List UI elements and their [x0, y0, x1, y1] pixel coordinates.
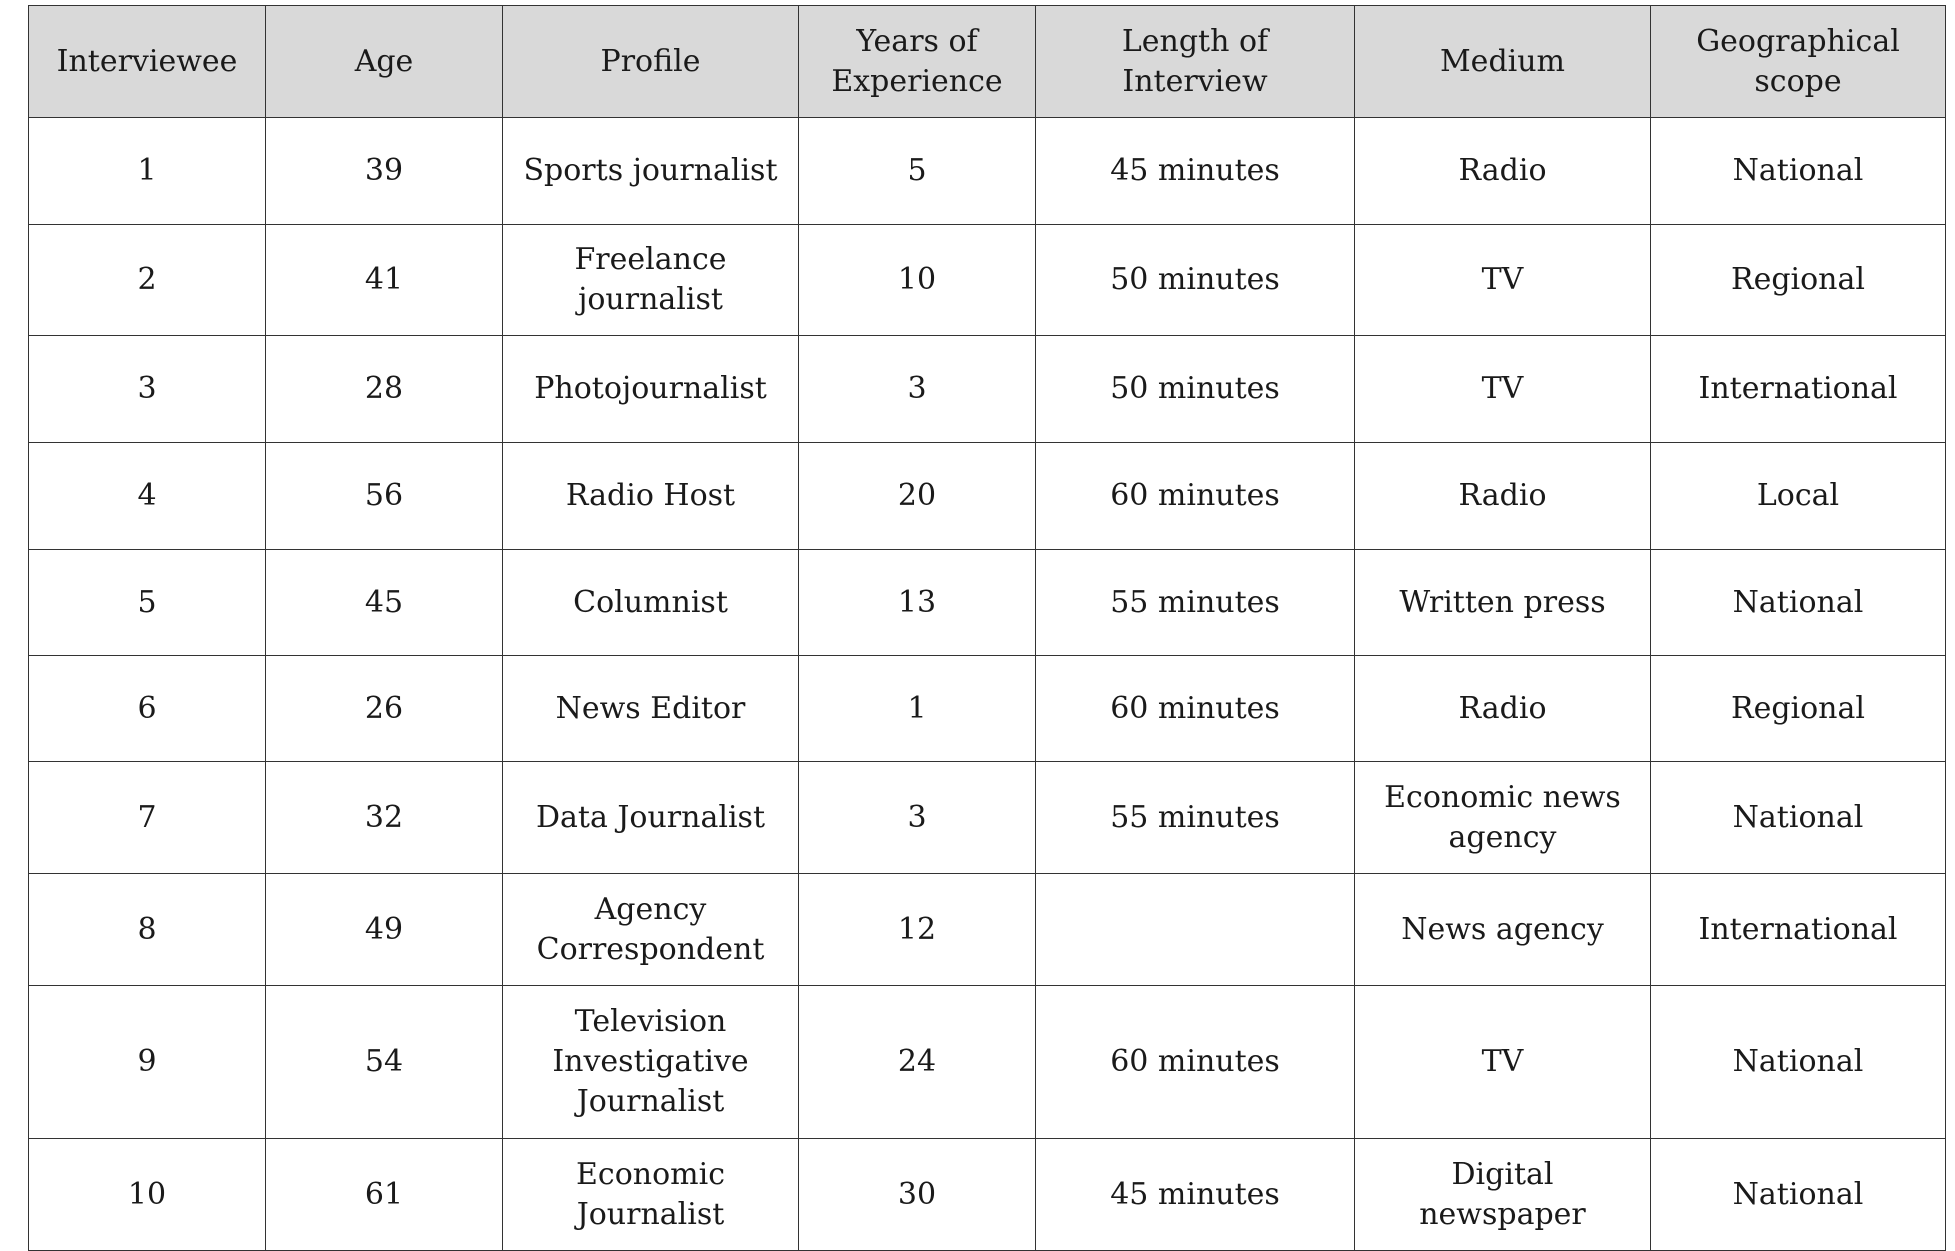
cell-profile: Economic Journalist	[503, 1139, 799, 1251]
cell-medium: Digital newspaper	[1355, 1139, 1651, 1251]
cell-medium: TV	[1355, 225, 1651, 336]
cell-profile: Agency Correspondent	[503, 874, 799, 986]
cell-medium: TV	[1355, 986, 1651, 1139]
cell-length-of-interview: 60 minutes	[1036, 986, 1355, 1139]
header-geographical-scope: Geographical scope	[1651, 6, 1946, 118]
cell-geographical-scope: International	[1651, 874, 1946, 986]
cell-medium: Radio	[1355, 443, 1651, 550]
cell-years-of-experience: 12	[799, 874, 1036, 986]
table-header	[29, 6, 1946, 118]
cell-years-of-experience: 3	[799, 762, 1036, 874]
table-body	[29, 118, 1946, 1251]
cell-interviewee: 10	[29, 1139, 266, 1251]
table-row	[29, 550, 1946, 656]
cell-geographical-scope: National	[1651, 762, 1946, 874]
cell-medium: Radio	[1355, 656, 1651, 762]
cell-length-of-interview: 60 minutes	[1036, 656, 1355, 762]
cell-age: 45	[266, 550, 503, 656]
cell-age: 56	[266, 443, 503, 550]
header-age: Age	[266, 6, 503, 118]
cell-medium: Written press	[1355, 550, 1651, 656]
cell-length-of-interview: 50 minutes	[1036, 336, 1355, 443]
cell-age: 41	[266, 225, 503, 336]
cell-length-of-interview: 50 minutes	[1036, 225, 1355, 336]
cell-length-of-interview: 55 minutes	[1036, 550, 1355, 656]
header-interviewee: Interviewee	[29, 6, 266, 118]
cell-length-of-interview: 60 minutes	[1036, 443, 1355, 550]
cell-years-of-experience: 24	[799, 986, 1036, 1139]
cell-age: 49	[266, 874, 503, 986]
cell-interviewee: 6	[29, 656, 266, 762]
cell-geographical-scope: Regional	[1651, 656, 1946, 762]
table-row	[29, 1139, 1946, 1251]
cell-geographical-scope: Regional	[1651, 225, 1946, 336]
interviewee-table-container	[28, 5, 1946, 1251]
cell-medium: Radio	[1355, 118, 1651, 225]
header-medium: Medium	[1355, 6, 1651, 118]
cell-interviewee: 4	[29, 443, 266, 550]
interviewee-table	[28, 5, 1946, 1251]
cell-geographical-scope: Local	[1651, 443, 1946, 550]
header-length-of-interview: Length of Interview	[1036, 6, 1355, 118]
cell-interviewee: 7	[29, 762, 266, 874]
cell-interviewee: 3	[29, 336, 266, 443]
table-row	[29, 443, 1946, 550]
cell-years-of-experience: 13	[799, 550, 1036, 656]
cell-interviewee: 1	[29, 118, 266, 225]
table-row	[29, 986, 1946, 1139]
header-years-of-experience: Years of Experience	[799, 6, 1036, 118]
cell-profile: Columnist	[503, 550, 799, 656]
cell-years-of-experience: 20	[799, 443, 1036, 550]
cell-interviewee: 8	[29, 874, 266, 986]
cell-geographical-scope: International	[1651, 336, 1946, 443]
cell-profile: Photojournalist	[503, 336, 799, 443]
cell-length-of-interview	[1036, 874, 1355, 986]
cell-profile: Sports journalist	[503, 118, 799, 225]
table-row	[29, 656, 1946, 762]
cell-years-of-experience: 10	[799, 225, 1036, 336]
cell-profile: Television Investigative Journalist	[503, 986, 799, 1139]
cell-geographical-scope: National	[1651, 550, 1946, 656]
cell-geographical-scope: National	[1651, 986, 1946, 1139]
cell-geographical-scope: National	[1651, 1139, 1946, 1251]
cell-medium: TV	[1355, 336, 1651, 443]
cell-profile: News Editor	[503, 656, 799, 762]
cell-interviewee: 5	[29, 550, 266, 656]
table-row	[29, 762, 1946, 874]
header-row	[29, 6, 1946, 118]
cell-profile: Freelance journalist	[503, 225, 799, 336]
cell-medium: News agency	[1355, 874, 1651, 986]
cell-age: 32	[266, 762, 503, 874]
table-row	[29, 118, 1946, 225]
cell-years-of-experience: 3	[799, 336, 1036, 443]
cell-medium: Economic news agency	[1355, 762, 1651, 874]
cell-length-of-interview: 45 minutes	[1036, 1139, 1355, 1251]
cell-profile: Data Journalist	[503, 762, 799, 874]
cell-length-of-interview: 45 minutes	[1036, 118, 1355, 225]
cell-years-of-experience: 1	[799, 656, 1036, 762]
cell-age: 39	[266, 118, 503, 225]
table-row	[29, 225, 1946, 336]
cell-interviewee: 2	[29, 225, 266, 336]
cell-profile: Radio Host	[503, 443, 799, 550]
table-row	[29, 874, 1946, 986]
cell-age: 54	[266, 986, 503, 1139]
cell-geographical-scope: National	[1651, 118, 1946, 225]
cell-length-of-interview: 55 minutes	[1036, 762, 1355, 874]
cell-interviewee: 9	[29, 986, 266, 1139]
cell-age: 28	[266, 336, 503, 443]
table-row	[29, 336, 1946, 443]
cell-years-of-experience: 30	[799, 1139, 1036, 1251]
cell-years-of-experience: 5	[799, 118, 1036, 225]
header-profile: Profile	[503, 6, 799, 118]
cell-age: 26	[266, 656, 503, 762]
cell-age: 61	[266, 1139, 503, 1251]
